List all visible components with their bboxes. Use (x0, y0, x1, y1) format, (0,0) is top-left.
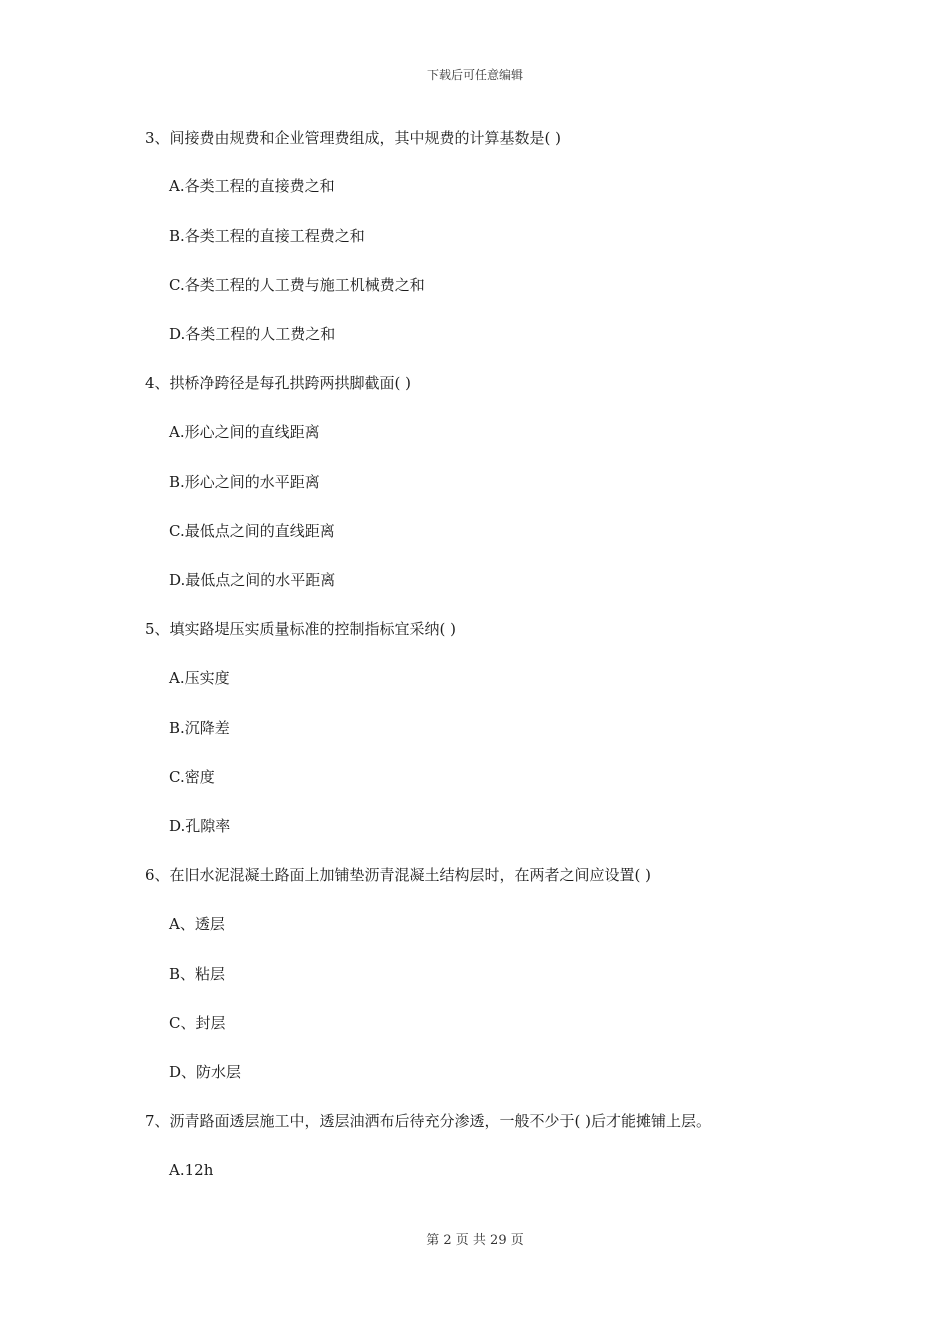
question-3-option-c: C.各类工程的人工费与施工机械费之和 (169, 276, 425, 294)
question-4: 4、拱桥净跨径是每孔拱跨两拱脚截面( ) (145, 374, 412, 392)
question-4-option-d: D.最低点之间的水平距离 (169, 571, 336, 589)
question-3-option-a: A.各类工程的直接费之和 (169, 177, 335, 195)
question-6-option-b: B、粘层 (169, 965, 226, 983)
question-4-option-a: A.形心之间的直线距离 (169, 423, 320, 441)
question-4-option-b: B.形心之间的水平距离 (169, 473, 320, 491)
question-6-option-c: C、封层 (169, 1014, 226, 1032)
question-5-option-b: B.沉降差 (169, 719, 230, 737)
question-7-option-a: A.12h (169, 1161, 214, 1179)
question-5-option-a: A.压实度 (169, 669, 230, 687)
page-header: 下载后可任意编辑 (426, 68, 523, 82)
question-7: 7、沥青路面透层施工中，透层油洒布后待充分渗透，一般不少于( )后才能摊铺上层。 (145, 1112, 712, 1130)
page-footer: 第 2 页 共 29 页 (426, 1233, 524, 1248)
question-5: 5、填实路堤压实质量标准的控制指标宜采纳( ) (145, 620, 457, 638)
question-6: 6、在旧水泥混凝土路面上加铺垫沥青混凝土结构层时，在两者之间应设置( ) (145, 866, 652, 884)
question-3-option-d: D.各类工程的人工费之和 (169, 325, 336, 343)
question-5-option-d: D.孔隙率 (169, 817, 231, 835)
question-6-option-d: D、防水层 (169, 1063, 242, 1081)
question-5-option-c: C.密度 (169, 768, 215, 786)
question-6-option-a: A、透层 (169, 915, 225, 933)
question-3: 3、间接费由规费和企业管理费组成，其中规费的计算基数是( ) (145, 129, 562, 147)
question-3-option-b: B.各类工程的直接工程费之和 (169, 227, 365, 245)
question-4-option-c: C.最低点之间的直线距离 (169, 522, 335, 540)
